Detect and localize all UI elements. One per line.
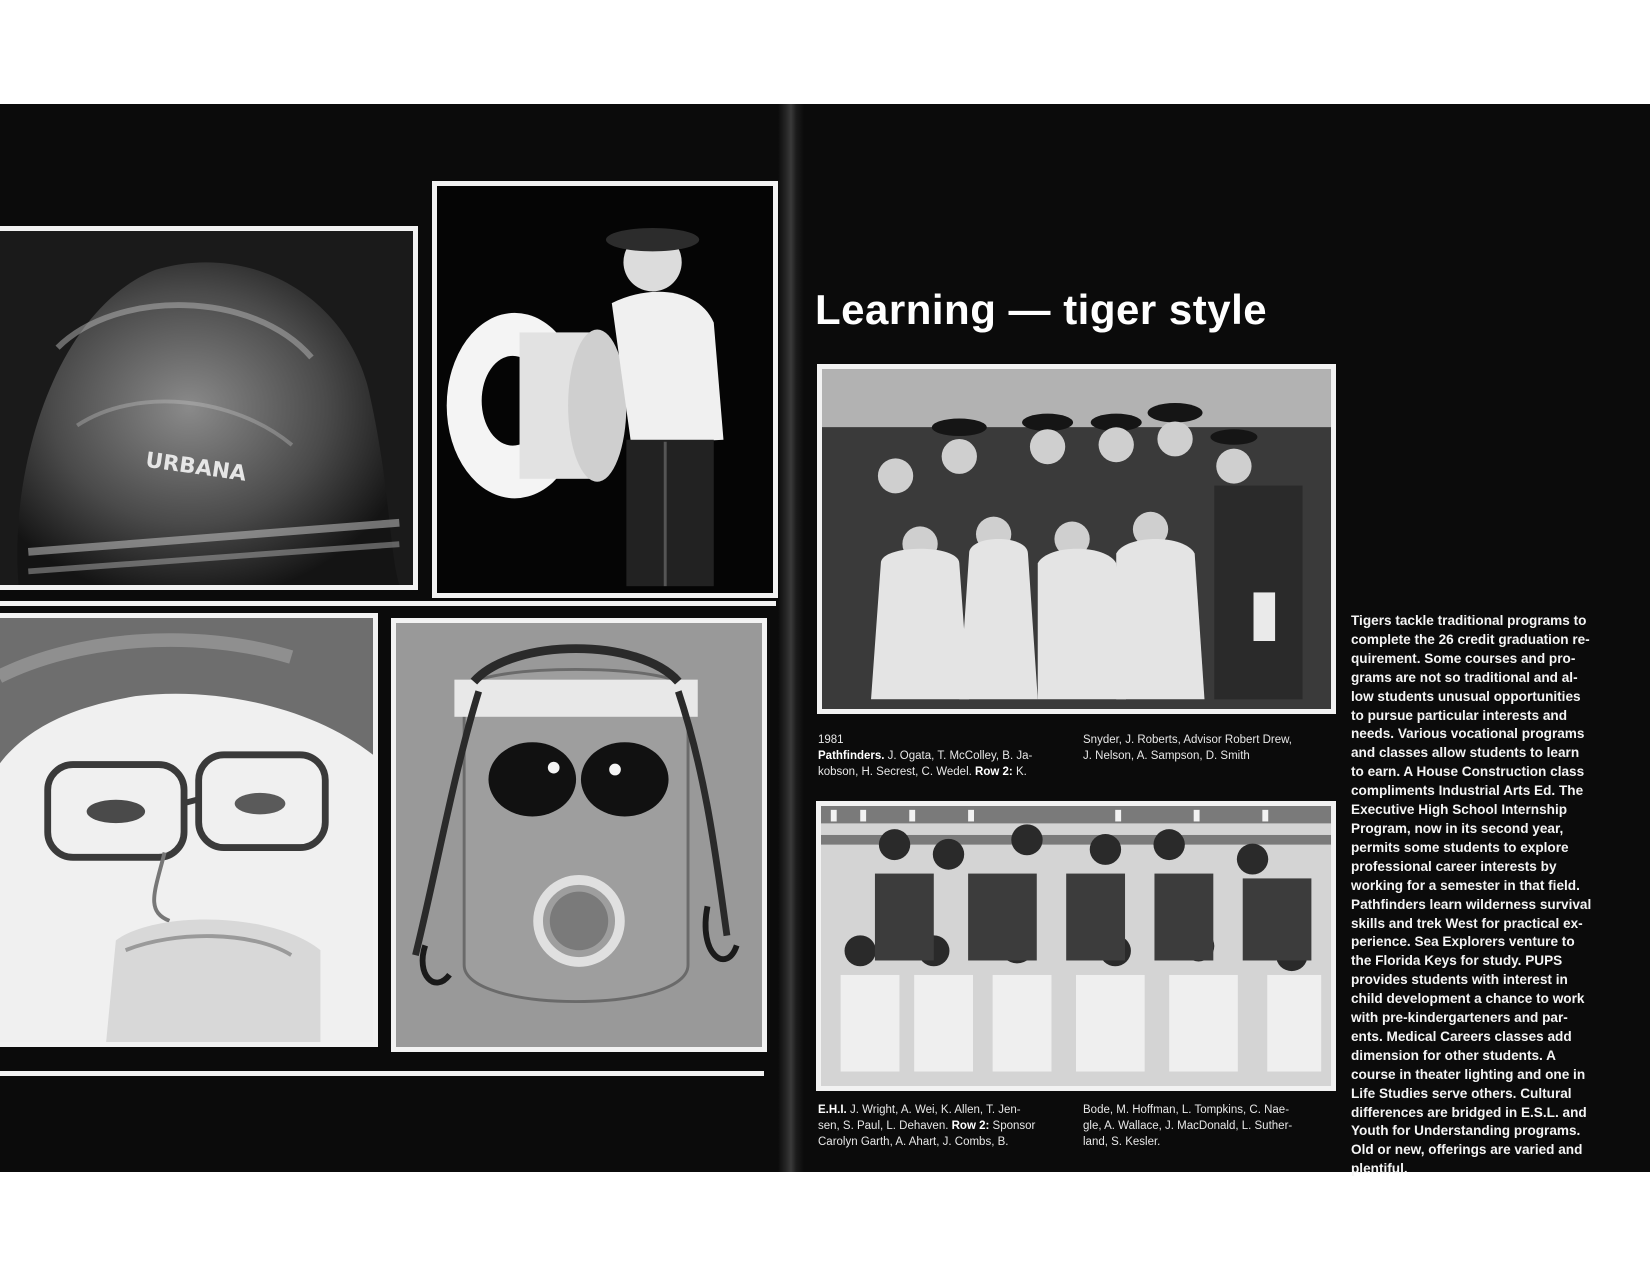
body-line: skills and trek West for practical ex- <box>1351 915 1583 931</box>
page-headline: Learning — tiger style <box>815 286 1268 333</box>
caption-ehi-col2-line3: land, S. Kesler. <box>1083 1136 1161 1148</box>
caption-pathfinders-col2-line2: J. Nelson, A. Sampson, D. Smith <box>1083 750 1250 762</box>
caption-ehi-line3: Carolyn Garth, A. Ahart, J. Combs, B. <box>818 1136 1009 1148</box>
caption-ehi-col2-line1: Bode, M. Hoffman, L. Tompkins, C. Nae- <box>1083 1104 1290 1116</box>
caption-year: 1981 <box>818 734 844 746</box>
photo-jacket <box>0 226 418 590</box>
jacket-lettering: URBANA <box>143 447 248 487</box>
body-line: Executive High School Internship <box>1351 802 1568 818</box>
photo-boy-glasses <box>0 613 378 1047</box>
photo-divider <box>0 601 776 606</box>
body-line: working for a semester in that field. <box>1351 877 1580 893</box>
body-line: to earn. A House Construction class <box>1351 764 1585 780</box>
caption-ehi <box>818 1102 1080 1150</box>
caption-pathfinders <box>818 732 1080 780</box>
body-line: permits some students to explore <box>1351 839 1569 855</box>
photo-mask-art <box>391 618 767 1052</box>
caption-pathfinders-col2-line1: Snyder, J. Roberts, Advisor Robert Drew, <box>1083 734 1293 746</box>
photo-pathfinders-group <box>817 364 1336 714</box>
body-line: professional career interests by <box>1351 858 1557 874</box>
body-line: compliments Industrial Arts Ed. The <box>1351 783 1584 799</box>
caption-ehi-col2 <box>1083 1102 1345 1150</box>
body-line: quirement. Some courses and pro- <box>1351 650 1576 666</box>
body-line: Life Studies serve others. Cultural <box>1351 1085 1572 1101</box>
article-body <box>1351 612 1591 1179</box>
body-line: Pathfinders learn wilderness survival <box>1351 896 1592 912</box>
body-line: Old or new, offerings are varied and <box>1351 1142 1583 1158</box>
body-line: dimension for other students. A <box>1351 1047 1556 1063</box>
caption-pathfinders-line1: Pathfinders. J. Ogata, T. McColley, B. Ja- <box>818 750 1033 762</box>
photo-ehi-group <box>816 801 1336 1091</box>
body-line: Program, now in its second year, <box>1351 820 1564 836</box>
body-line: grams are not so traditional and al- <box>1351 669 1578 685</box>
body-line: the Florida Keys for study. PUPS <box>1351 953 1563 969</box>
body-line: complete the 26 credit graduation re- <box>1351 631 1590 647</box>
caption-ehi-line2: sen, S. Paul, L. Dehaven. Row 2: Sponsor <box>818 1120 1036 1132</box>
caption-pathfinders-line2: kobson, H. Secrest, C. Wedel. Row 2: K. <box>818 766 1027 778</box>
photo-bass-drummer <box>432 181 778 598</box>
body-line: Tigers tackle traditional programs to <box>1351 613 1587 628</box>
caption-ehi-col2-line2: gle, A. Wallace, J. MacDonald, L. Suther- <box>1083 1120 1293 1132</box>
caption-ehi-line1: E.H.I. J. Wright, A. Wei, K. Allen, T. Jen- <box>818 1104 1021 1116</box>
body-line: ents. Medical Careers classes add <box>1351 1028 1572 1044</box>
body-line: child development a chance to work <box>1351 991 1585 1007</box>
body-line: differences are bridged in E.S.L. and <box>1351 1104 1587 1120</box>
body-line: perience. Sea Explorers venture to <box>1351 934 1575 950</box>
body-line: course in theater lighting and one in <box>1351 1066 1586 1082</box>
page-gutter <box>778 104 804 1172</box>
body-line: with pre-kindergarteners and par- <box>1351 1010 1568 1026</box>
body-line: needs. Various vocational programs <box>1351 726 1585 742</box>
bottom-rule <box>0 1071 764 1076</box>
body-line: low students unusual opportunities <box>1351 688 1581 704</box>
body-line: and classes allow students to learn <box>1351 745 1580 761</box>
body-line: to pursue particular interests and <box>1351 707 1568 723</box>
caption-pathfinders-col2 <box>1083 732 1345 764</box>
body-line: Youth for Understanding programs. <box>1351 1123 1581 1139</box>
body-line: plentiful. <box>1351 1161 1408 1177</box>
body-line: provides students with interest in <box>1351 972 1568 988</box>
